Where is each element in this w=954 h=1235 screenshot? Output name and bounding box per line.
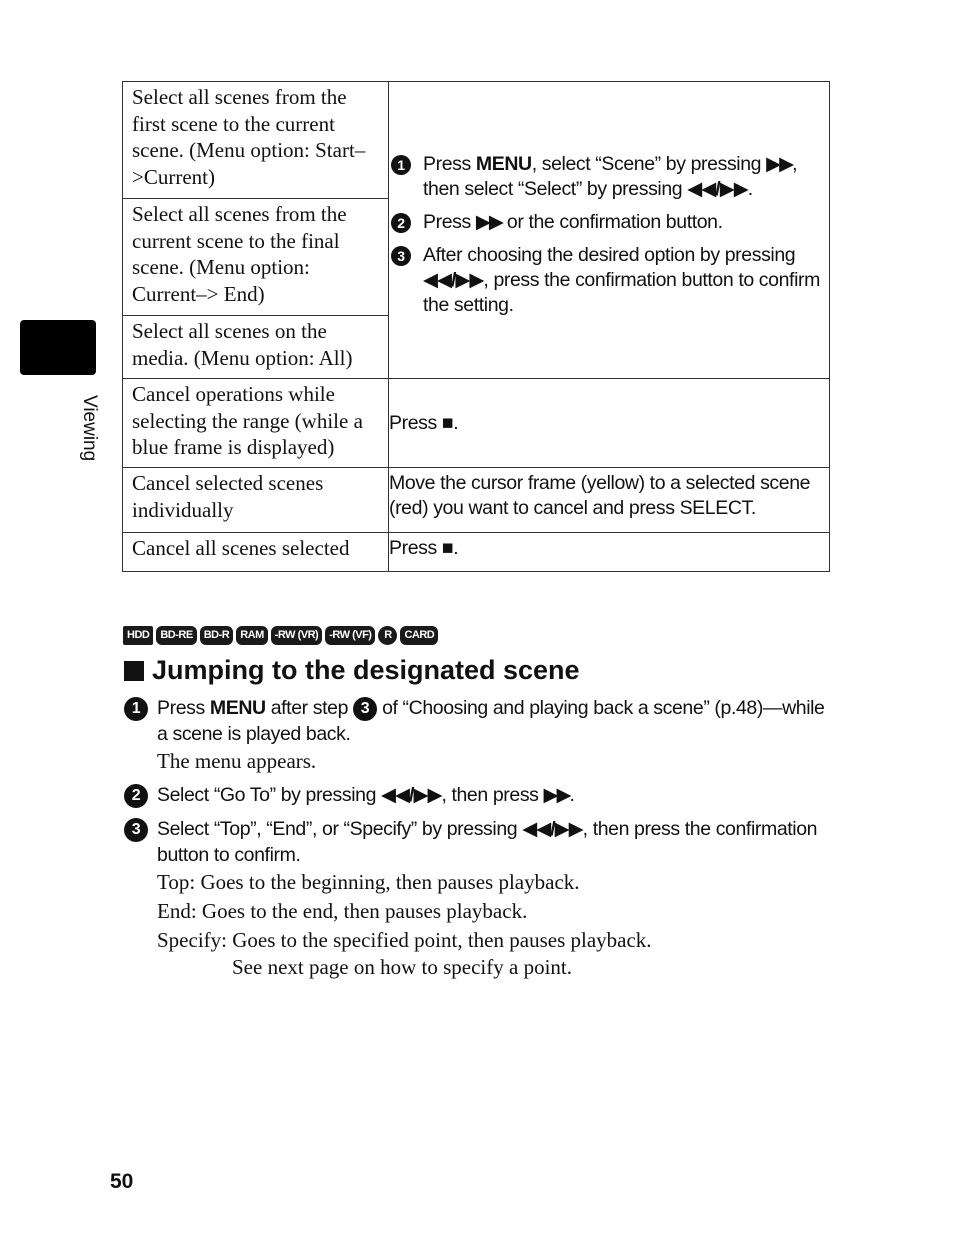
step-note: Top: Goes to the beginning, then pauses playback.	[157, 870, 580, 894]
step-number: 1	[391, 155, 411, 175]
media-badges	[123, 626, 438, 645]
menu-key: MENU	[475, 153, 532, 175]
step-number: 2	[124, 784, 148, 808]
page-number: 50	[110, 1170, 134, 1193]
skip-icon: ◀◀/▶▶	[423, 269, 484, 291]
stop-icon: ■	[441, 411, 454, 434]
skip-icon: ◀◀/▶▶	[522, 818, 583, 840]
list-item: 3 After choosing the desired option by pressing ◀◀/▶▶, press the confirmation button to confirm the setting.	[389, 243, 829, 318]
list-item: 2 Select “Go To” by pressing ◀◀/▶▶, then press ▶▶.	[124, 782, 834, 808]
fast-forward-icon: ▶▶	[766, 153, 793, 175]
table-cell: Select all scenes from the first scene to the current scene. (Menu option: Start–>Current)	[132, 85, 366, 189]
step-number: 2	[391, 213, 411, 233]
step-number: 1	[124, 697, 148, 721]
media-badge: HDD	[123, 626, 153, 645]
step-number: 3	[124, 818, 148, 842]
step-note: See next page on how to specify a point.	[232, 955, 572, 979]
media-badge: RAM	[236, 626, 268, 645]
list-item: 3 Select “Top”, “End”, or “Specify” by pressing ◀◀/▶▶, then press the confirmation button to confirm.	[124, 816, 834, 868]
media-badge: BD-R	[200, 626, 234, 645]
step-note: Specify: Goes to the specified point, then pauses playback.	[157, 928, 652, 952]
fast-forward-icon: ▶▶	[475, 211, 502, 233]
step-number: 3	[391, 246, 411, 266]
step-note: End: Goes to the end, then pauses playback.	[157, 899, 528, 923]
list-item: 2 Press ▶▶ or the confirmation button.	[389, 210, 829, 235]
skip-icon: ◀◀/▶▶	[687, 178, 748, 200]
table-cell: Cancel selected scenes individually	[132, 471, 324, 522]
skip-icon: ◀◀/▶▶	[381, 784, 442, 806]
section-steps	[124, 695, 834, 979]
step-note: The menu appears.	[157, 749, 317, 773]
table-cell: Move the cursor frame (yellow) to a selected scene (red) you want to cancel and press SELECT.	[389, 472, 811, 519]
list-item: 1 Press MENU after step 3 of “Choosing and playing back a scene” (p.48)—while a scene is played back.	[124, 695, 834, 747]
media-badge: CARD	[400, 626, 438, 645]
table-cell: Press ■.	[389, 537, 459, 559]
square-bullet-icon	[124, 661, 144, 681]
operations-table	[122, 81, 830, 572]
stop-icon: ■	[441, 537, 454, 559]
table-row	[123, 82, 830, 199]
table-cell: Cancel operations while selecting the range (while a blue frame is displayed)	[132, 382, 363, 459]
list-item: 1 Press MENU, select “Scene” by pressing ▶▶, then select “Select” by pressing ◀◀/▶▶.	[389, 152, 829, 202]
table-cell: Select all scenes from the current scene to the final scene. (Menu option: Current–> End)	[132, 202, 347, 306]
media-badge: -RW (VF)	[325, 626, 375, 645]
section-title: Jumping to the designated scene	[124, 655, 580, 686]
media-badge: -RW (VR)	[271, 626, 322, 645]
table-row	[123, 379, 830, 468]
menu-key: MENU	[209, 697, 266, 719]
chapter-label: Viewing	[79, 395, 100, 462]
fast-forward-icon: ▶▶	[543, 784, 570, 806]
table-row	[123, 533, 830, 572]
table-cell: Select all scenes on the media. (Menu option: All)	[132, 319, 353, 370]
media-badge: R	[378, 626, 397, 645]
table-row	[123, 468, 830, 533]
table-cell: Cancel all scenes selected	[132, 536, 350, 560]
media-badge: BD-RE	[156, 626, 196, 645]
chapter-tab	[20, 320, 96, 375]
step-ref-number: 3	[353, 697, 377, 721]
table-cell: Press ■.	[389, 411, 459, 434]
merged-steps-cell	[389, 82, 830, 379]
